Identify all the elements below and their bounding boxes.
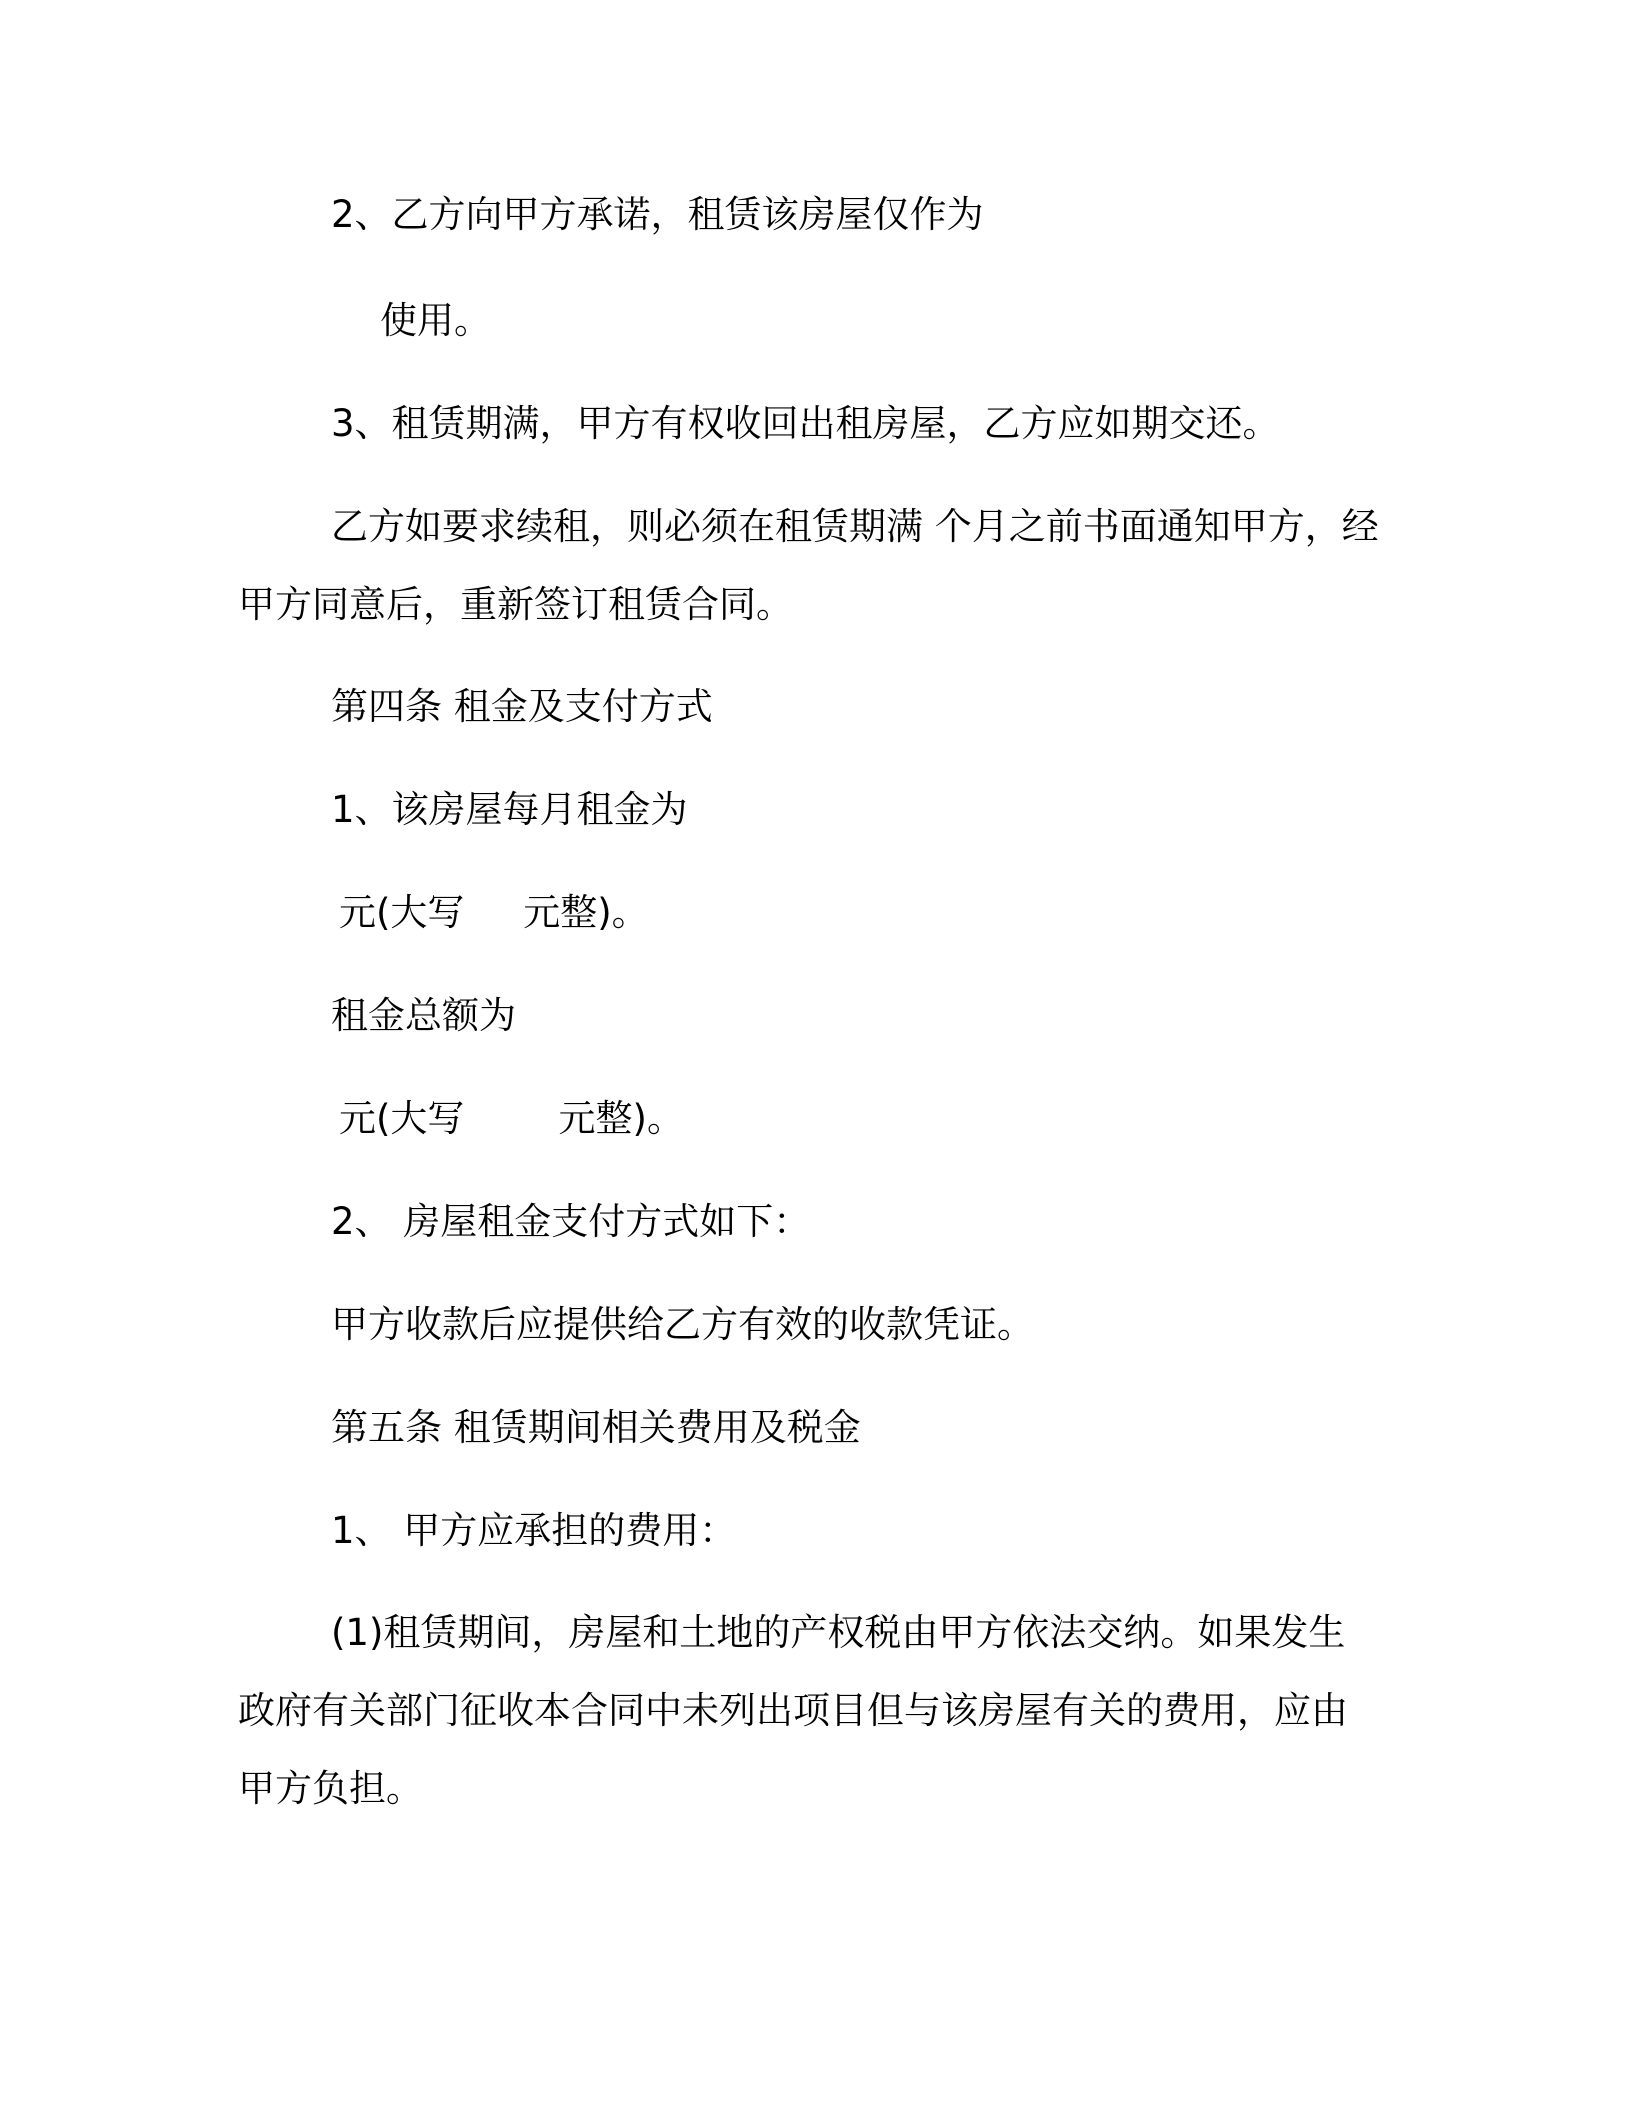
total-rent-amount-line: 元(大写 元整)。 — [339, 1097, 684, 1140]
tax-paragraph-line-3: 甲方负担。 — [238, 1767, 423, 1810]
clause-5-1-line: 1、 甲方应承担的费用： — [331, 1509, 737, 1552]
clause-4-1-line: 1、该房屋每月租金为 — [331, 788, 688, 831]
clause-3-2-line: 2、乙方向甲方承诺，租赁该房屋仅作为 — [331, 193, 984, 236]
article-4-heading: 第四条 租金及支付方式 — [331, 685, 713, 728]
clause-3-2-continuation: 使用。 — [380, 299, 491, 342]
renewal-paragraph-line-1: 乙方如要求续租，则必须在租赁期满 个月之前书面通知甲方，经 — [331, 505, 1379, 548]
renewal-paragraph-line-2: 甲方同意后，重新签订租赁合同。 — [238, 583, 793, 626]
tax-paragraph-line-1: (1)租赁期间，房屋和土地的产权税由甲方依法交纳。如果发生 — [331, 1611, 1346, 1654]
receipt-line: 甲方收款后应提供给乙方有效的收款凭证。 — [331, 1303, 1034, 1346]
tax-paragraph-line-2: 政府有关部门征收本合同中未列出项目但与该房屋有关的费用，应由 — [238, 1689, 1348, 1732]
article-5-heading: 第五条 租赁期间相关费用及税金 — [331, 1406, 861, 1449]
clause-3-3-line: 3、租赁期满，甲方有权收回出租房屋，乙方应如期交还。 — [331, 402, 1280, 445]
monthly-rent-amount-line: 元(大写 元整)。 — [339, 891, 649, 934]
clause-4-2-line: 2、 房屋租金支付方式如下： — [331, 1200, 811, 1243]
total-rent-line: 租金总额为 — [331, 994, 516, 1037]
